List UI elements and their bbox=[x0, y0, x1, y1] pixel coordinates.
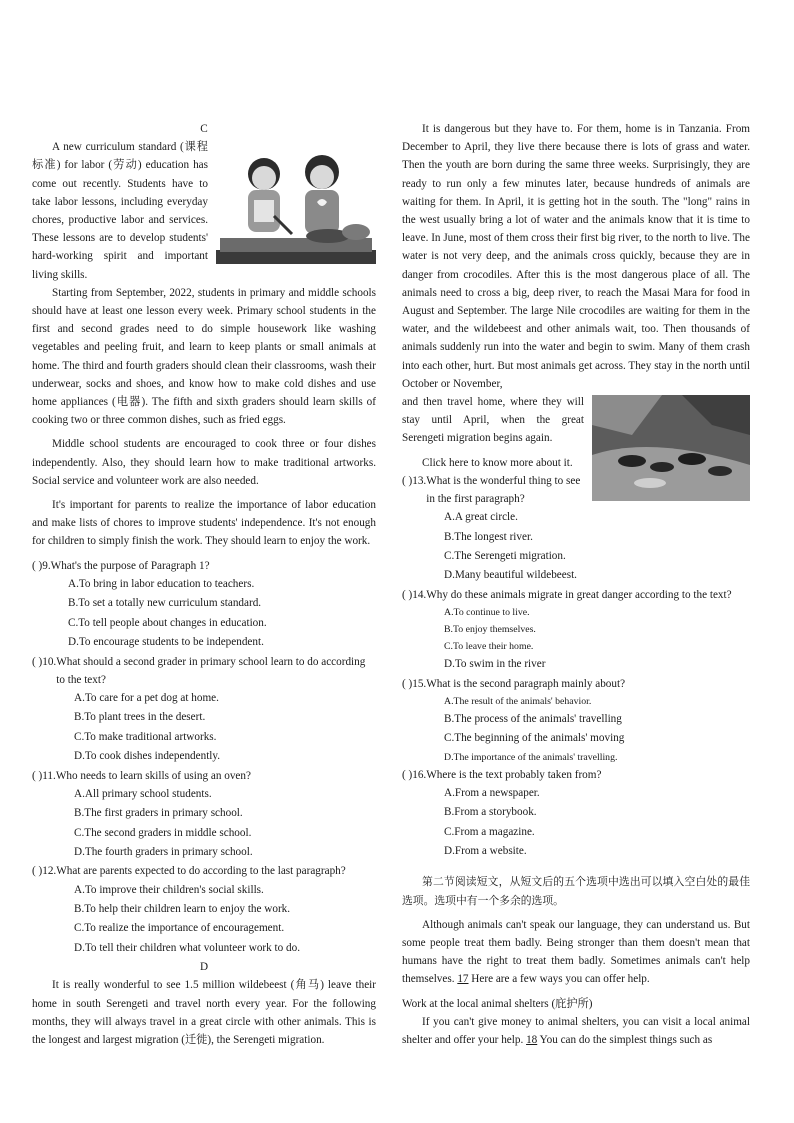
question-9 bbox=[32, 557, 376, 653]
option: C.To realize the importance of encouragement. bbox=[74, 922, 285, 935]
paragraph-text: Here are a few ways you can offer help. bbox=[471, 973, 650, 986]
question-stem: What are parents expected to do according to the last paragraph? bbox=[56, 865, 346, 878]
blank-18: 18 bbox=[526, 1033, 538, 1046]
option: C.The beginning of the animals' moving bbox=[444, 732, 625, 745]
option: D.To cook dishes independently. bbox=[74, 750, 221, 763]
question-12 bbox=[32, 862, 376, 958]
option: A.The result of the animals' behavior. bbox=[444, 695, 592, 707]
passage-c-paragraph-2: Starting from September, 2022, students in primary and middle schools should have at least one lesson every week. Primary school students in the first and second grades need to do simple housework like washing vegetables and peeling fruit, and learn to keep plants or small animals at home. The third and fourth graders should clean their classrooms, wash their underwear, socks and shoes, and know how to make cold dishes and use home appliances (电器). The fifth and sixth graders should learn skills of cooking two or three common dishes, such as fried eggs. bbox=[32, 286, 376, 427]
passage-c-paragraph-3: Middle school students are encouraged to cook three or four dishes independently. Also, they should learn how to make traditional artworks. Social service and volunteer work are also needed. bbox=[32, 438, 376, 487]
option: C.To tell people about changes in education. bbox=[68, 616, 267, 629]
wildebeest-photo-image bbox=[592, 395, 750, 501]
option: C.To leave their home. bbox=[444, 641, 534, 653]
question-stem: What's the purpose of Paragraph 1? bbox=[50, 559, 210, 572]
option: A.To care for a pet dog at home. bbox=[74, 691, 219, 704]
option: B.The first graders in primary school. bbox=[74, 807, 243, 820]
paragraph-text: You can do the simplest things such as bbox=[539, 1033, 713, 1046]
question-11 bbox=[32, 767, 376, 863]
option: D.To encourage students to be independent. bbox=[68, 636, 264, 649]
option: A.To continue to live. bbox=[444, 607, 530, 619]
left-column bbox=[32, 120, 376, 1049]
passage-c-paragraph-1: A new curriculum standard (课程标准) for labor (劳动) education has come out recently. Students have to take labor lessons, including everyday chores, productive labor and services. These lessons are to develop students' hard-working spirit and important living skills. bbox=[32, 141, 208, 281]
option: D.From a website. bbox=[444, 844, 527, 857]
section-2-paragraph-2 bbox=[402, 1013, 750, 1049]
option: D.To tell their children what volunteer work to do. bbox=[74, 941, 301, 954]
question-number: ( )10. bbox=[32, 655, 57, 668]
passage-d-letter: D bbox=[199, 961, 209, 974]
question-10 bbox=[32, 653, 376, 767]
wildebeest-river-photo bbox=[592, 395, 750, 501]
blank-17: 17 bbox=[457, 973, 469, 986]
option: A.A great circle. bbox=[444, 511, 518, 524]
question-stem: What is the wonderful thing to see in the first paragraph? bbox=[426, 474, 581, 506]
option: A.To improve their children's social skills. bbox=[74, 883, 264, 896]
option: C.The second graders in middle school. bbox=[74, 826, 252, 839]
option: C.The Serengeti migration. bbox=[444, 550, 566, 563]
option: C.From a magazine. bbox=[444, 825, 535, 838]
option: D.The fourth graders in primary school. bbox=[74, 845, 253, 858]
passage-d-paragraph-2-continued: and then travel home, where they will stay until April, when the great Serengeti migration begins again. bbox=[402, 396, 584, 445]
passage-d-paragraph-3: Click here to know more about it. bbox=[422, 456, 573, 469]
passage-c-paragraph-4: It's important for parents to realize the importance of labor education and make lists of chores to improve students' independence. It's not enough for children to simply finish the work. They should learn to enjoy the work. bbox=[32, 499, 376, 548]
option: B.To plant trees in the desert. bbox=[74, 711, 206, 724]
question-number: ( )11. bbox=[32, 769, 56, 782]
question-stem: Where is the text probably taken from? bbox=[426, 768, 602, 781]
option: A.All primary school students. bbox=[74, 787, 212, 800]
option: B.The longest river. bbox=[444, 530, 533, 543]
option: B.To enjoy themselves. bbox=[444, 624, 536, 636]
option: A.From a newspaper. bbox=[444, 786, 540, 799]
option: C.To make traditional artworks. bbox=[74, 730, 217, 743]
section-2-instruction: 第二节阅读短文，从短文后的五个选项中选出可以填入空白处的最佳选项。选项中有一个多余的选项。 bbox=[402, 875, 750, 907]
option: B.The process of the animals' travelling bbox=[444, 712, 622, 725]
passage-c-letter: C bbox=[200, 123, 208, 135]
option: D.Many beautiful wildebeest. bbox=[444, 569, 577, 582]
option: A.To bring in labor education to teachers. bbox=[68, 577, 255, 590]
section-2-heading: Work at the local animal shelters (庇护所) bbox=[402, 997, 593, 1010]
girls-cooking-illustration bbox=[216, 144, 376, 270]
question-number: ( )9. bbox=[32, 559, 51, 572]
question-number: ( )15. bbox=[402, 677, 427, 690]
section-2-paragraph-1 bbox=[402, 916, 750, 989]
question-14 bbox=[402, 586, 750, 675]
paragraph-text: If you can't give money to animal shelters, you can visit a local animal shelter and offer your help. bbox=[402, 1015, 750, 1046]
question-15 bbox=[402, 675, 750, 766]
option: B.To set a totally new curriculum standard. bbox=[68, 597, 262, 610]
question-stem: Who needs to learn skills of using an oven? bbox=[55, 769, 251, 782]
paragraph-text: Although animals can't speak our language, they can understand us. But some people treat them badly. Being stronger than them doesn't mean that humans have the right to treat them badly. Sometimes animals can't help themselves. bbox=[402, 918, 750, 986]
question-number: ( )12. bbox=[32, 865, 57, 878]
question-number: ( )16. bbox=[402, 768, 427, 781]
question-number: ( )13. bbox=[402, 474, 427, 487]
option: B.From a storybook. bbox=[444, 806, 537, 819]
cooking-girls-image bbox=[216, 144, 376, 270]
right-column bbox=[402, 120, 750, 1049]
passage-d-paragraph-2: It is dangerous but they have to. For them, home is in Tanzania. From December to April, they live there because there is lots of grass and water. Then the youth are born during the same three weeks. Surprisingly, they are ready to run only a few minutes later, because hundreds of animals are waiting for them. In April, it is getting hot in the south. The "long" rains in the west usually bring a lot of water and the animals know that it is time to leave. In June, most of them cross their first big river, to the north to live. The water is not very deep, and the animals cross quickly, because they are in danger from crocodiles. After this is the most dangerous place of all. The animals need to cross a big, deep river, to reach the Masai Mara for food in August and September. The large Nile crocodiles are waiting for them in the water, and the wildebeest and other animals wait, too. Then thousands of animals suddenly run into the water and begin to swim. Many of them crash into each other, hurt. But most animals get across. They stay in the north until October or November, bbox=[402, 123, 750, 390]
question-stem: What should a second grader in primary school learn to do according to the text? bbox=[56, 655, 366, 686]
option: D.To swim in the river bbox=[444, 658, 546, 671]
question-stem: Why do these animals migrate in great danger according to the text? bbox=[426, 588, 732, 601]
question-stem: What is the second paragraph mainly about? bbox=[426, 677, 626, 690]
option: B.To help their children learn to enjoy the work. bbox=[74, 902, 291, 915]
option: D.The importance of the animals' travelling. bbox=[444, 751, 618, 763]
question-16 bbox=[402, 766, 750, 862]
passage-d-paragraph-1: It is really wonderful to see 1.5 million wildebeest (角马) leave their home in south Serengeti and travel north every year. For the following months, they will always travel in a great circle with other animals. This is the longest and largest migration (迁徙), the Serengeti migration. bbox=[32, 979, 376, 1046]
question-number: ( )14. bbox=[402, 588, 427, 601]
